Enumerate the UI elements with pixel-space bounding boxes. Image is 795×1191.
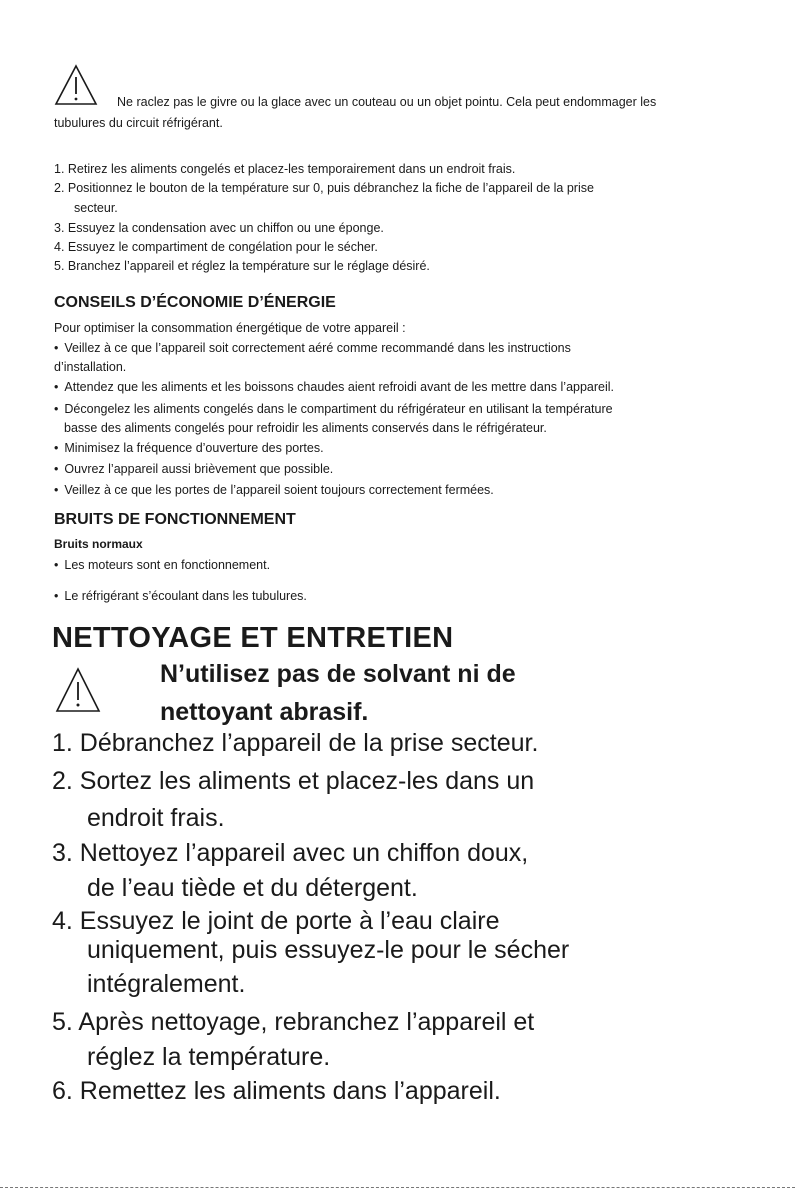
defrost-step-2: 2. Positionnez le bouton de la température sur 0, puis débranchez la fiche de l’appareil de la prise (54, 181, 594, 195)
defrost-step-5: 5. Branchez l’appareil et réglez la température sur le réglage désiré. (54, 259, 430, 273)
noise-heading: BRUITS DE FONCTIONNEMENT (54, 511, 296, 528)
cleaning-step-4: 4. Essuyez le joint de porte à l’eau claire (52, 907, 500, 935)
defrost-step-3: 3. Essuyez la condensation avec un chiffon ou une éponge. (54, 221, 384, 235)
energy-tip-4: • Minimisez la fréquence d’ouverture des portes. (54, 438, 324, 459)
warning-text-line2: tubulures du circuit réfrigérant. (54, 116, 223, 130)
energy-tip-1: • Veillez à ce que l’appareil soit correctement aéré comme recommandé dans les instructions (54, 338, 571, 359)
cleaning-heading: NETTOYAGE ET ENTRETIEN (52, 622, 454, 654)
energy-tip-5: • Ouvrez l’appareil aussi brièvement que possible. (54, 459, 333, 480)
warning-text-line1: Ne raclez pas le givre ou la glace avec un couteau ou un objet pointu. Cela peut endommager les (117, 95, 657, 109)
noise-item-1: • Les moteurs sont en fonctionnement. (54, 555, 270, 576)
cleaning-step-1: 1. Débranchez l’appareil de la prise secteur. (52, 729, 539, 757)
page-bottom-rule (0, 1187, 795, 1188)
warning-triangle-icon (55, 667, 101, 713)
cleaning-step-4-cont1: uniquement, puis essuyez-le pour le sécher (87, 936, 570, 964)
energy-intro: Pour optimiser la consommation énergétique de votre appareil : (54, 321, 406, 335)
warning-triangle-icon (54, 64, 98, 106)
cleaning-step-2: 2. Sortez les aliments et placez-les dans un (52, 767, 535, 795)
energy-tip-6: • Veillez à ce que les portes de l’appareil soient toujours correctement fermées. (54, 480, 494, 501)
cleaning-step-6: 6. Remettez les aliments dans l’appareil. (52, 1077, 501, 1105)
energy-tip-3-cont: basse des aliments congelés pour refroidir les aliments conservés dans le réfrigérateur. (64, 421, 547, 435)
energy-tip-1-cont: d’installation. (54, 360, 127, 374)
cleaning-step-5-cont: réglez la température. (87, 1043, 331, 1071)
cleaning-step-4-cont2: intégralement. (87, 970, 246, 998)
cleaning-step-3: 3. Nettoyez l’appareil avec un chiffon doux, (52, 839, 529, 867)
noise-subheading: Bruits normaux (54, 537, 143, 551)
defrost-step-1: 1. Retirez les aliments congelés et placez-les temporairement dans un endroit frais. (54, 162, 516, 176)
cleaning-step-5: 5. Après nettoyage, rebranchez l’appareil et (52, 1008, 535, 1036)
cleaning-step-2-cont: endroit frais. (87, 804, 225, 832)
energy-tip-2: • Attendez que les aliments et les boissons chaudes aient refroidi avant de les mettre dans l’appareil. (54, 377, 614, 398)
energy-heading: CONSEILS D’ÉCONOMIE D’ÉNERGIE (54, 294, 336, 311)
cleaning-warning-line2: nettoyant abrasif. (160, 698, 369, 726)
cleaning-warning-line1: N’utilisez pas de solvant ni de (160, 660, 516, 688)
defrost-step-2-cont: secteur. (74, 201, 118, 215)
energy-tip-3: • Décongelez les aliments congelés dans le compartiment du réfrigérateur en utilisant la température (54, 399, 613, 420)
cleaning-step-3-cont: de l’eau tiède et du détergent. (87, 874, 418, 902)
noise-item-2: • Le réfrigérant s’écoulant dans les tubulures. (54, 586, 307, 607)
defrost-step-4: 4. Essuyez le compartiment de congélation pour le sécher. (54, 240, 378, 254)
